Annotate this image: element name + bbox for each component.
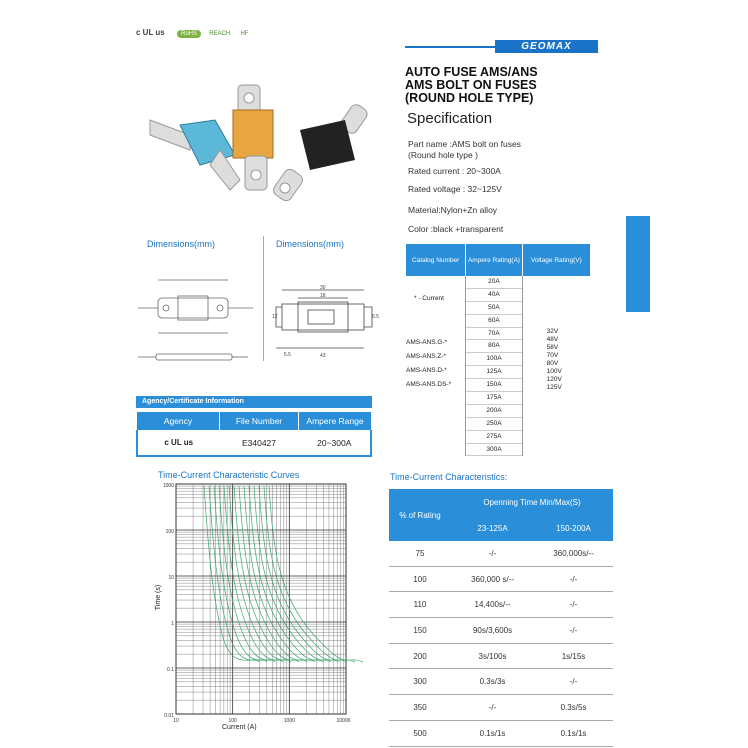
x-tick-label: 100 (228, 718, 237, 724)
x-tick-label: 10 (173, 718, 179, 724)
tc-row (389, 618, 613, 644)
dimension-drawing-left (128, 268, 260, 376)
voltage-rating-header: Voltage Rating(V) (522, 244, 590, 276)
opening-header: Openning Time Min/Max(S) (483, 497, 581, 507)
y-tick-label: 0.01 (164, 713, 174, 719)
svg-text:30: 30 (320, 285, 326, 291)
y-tick-label: 1000 (162, 483, 174, 489)
voltage-rating-list (547, 328, 590, 392)
dimension-drawing-right (272, 282, 382, 362)
tc-row (389, 669, 613, 695)
svg-text:43: 43 (320, 353, 326, 359)
rating-cell: 200 (389, 643, 451, 669)
title-line-1: AUTO FUSE AMS/ANS (405, 65, 538, 79)
catalog-number: AMS-ANS.G-* (406, 339, 448, 346)
ampere-range: 20~300A (299, 430, 372, 456)
product-title (405, 66, 538, 105)
time-cell: 360,000 s/-- (451, 566, 534, 592)
rated-voltage: Rated voltage : 32~125V (408, 184, 502, 194)
time-cell: 0.1s/1s (451, 720, 534, 746)
catalog-number: AMS-ANS.Z-* (406, 353, 447, 360)
svg-text:6.5: 6.5 (372, 314, 379, 320)
rating-cell: 110 (389, 592, 451, 618)
ul-mark: c UL us (137, 430, 220, 456)
reach-badge: REACH (209, 31, 231, 37)
y-tick-label: 10 (168, 575, 174, 581)
agency-table (136, 412, 372, 457)
subheader-150-200: 150-200A (556, 523, 591, 533)
time-cell: 0.3s/3s (451, 669, 534, 695)
ampere-rating: 70A (466, 328, 521, 341)
time-cell: -/- (451, 541, 534, 566)
brand-rule (405, 46, 495, 48)
ampere-range-header: Ampere Range (299, 412, 372, 430)
subheader-23-125: 23-125A (477, 523, 508, 533)
catalog-table (406, 244, 590, 456)
ampere-rating: 60A (466, 315, 521, 328)
specification-heading: Specification (407, 110, 493, 127)
voltage-rating: 100V (546, 368, 562, 375)
black-fuse-illustration (271, 102, 369, 203)
catalog-number-cell (406, 276, 466, 456)
rating-cell: 300 (389, 669, 451, 695)
time-current-curves-chart (162, 483, 351, 724)
title-line-3: (ROUND HOLE TYPE) (405, 91, 534, 105)
voltage-rating-cell (522, 276, 590, 456)
current-label: * - Current (414, 295, 444, 302)
title-line-2: AMS BOLT ON FUSES (405, 78, 537, 92)
time-cell: 360,000s/-- (534, 541, 613, 566)
ampere-rating: 40A (466, 289, 521, 302)
tc-table (389, 489, 613, 747)
y-tick-label: 1 (171, 621, 174, 627)
rating-cell: 500 (389, 720, 451, 746)
ampere-rating: 250A (466, 418, 521, 431)
ampere-rating-list (466, 276, 521, 456)
ampere-rating: 20A (466, 276, 521, 289)
brand-logo: GEOMAX (495, 40, 598, 53)
ampere-rating-cell (466, 276, 522, 456)
curves-ylabel: Time (s) (155, 584, 163, 611)
tc-row (389, 720, 613, 746)
tc-row (389, 566, 613, 592)
y-tick-label: 0.1 (167, 667, 174, 673)
voltage-rating: 80V (546, 360, 559, 367)
file-number: E340427 (241, 437, 277, 448)
rohs-badge: RoHS (177, 30, 201, 38)
blue-fuse-illustration (150, 120, 240, 190)
time-cell: -/- (534, 669, 613, 695)
time-cell: 90s/3,600s (451, 618, 534, 644)
orange-fuse-illustration (233, 85, 273, 190)
time-cell: -/- (534, 592, 613, 618)
voltage-rating: 48V (546, 336, 559, 343)
hf-badge: HF (240, 31, 249, 37)
rating-cell: 350 (389, 695, 451, 721)
ampere-rating-header: Ampere Rating(A) (466, 244, 522, 276)
y-tick-label: 100 (165, 529, 174, 535)
ampere-rating: 125A (466, 366, 521, 379)
tc-title: Time-Current Characteristics: (390, 472, 508, 482)
time-cell: -/- (534, 566, 613, 592)
voltage-rating: 58V (546, 344, 559, 351)
catalog-number: AMS-ANS.DS-* (406, 381, 452, 388)
tc-row (389, 541, 613, 566)
ampere-rating: 175A (466, 392, 521, 405)
x-tick-label: 1000 (283, 718, 295, 724)
tc-row (389, 695, 613, 721)
part-name-type: (Round hole type ) (408, 150, 478, 160)
ampere-rating: 100A (466, 353, 521, 366)
ul-logo: c UL us (136, 28, 165, 37)
voltage-rating: 32V (546, 328, 559, 335)
time-cell: 14,400s/-- (451, 592, 534, 618)
ampere-rating: 275A (466, 431, 521, 444)
material: Material:Nylon+Zn alloy (408, 205, 498, 215)
time-cell: -/- (451, 695, 534, 721)
curves-xlabel: Current (A) (222, 724, 257, 731)
rating-cell: 100 (389, 566, 451, 592)
time-cell: 1s/15s (534, 643, 613, 669)
catalog-number: AMS-ANS.D-* (406, 367, 447, 374)
voltage-rating: 120V (546, 376, 562, 383)
voltage-rating: 70V (546, 352, 559, 359)
svg-text:5.5: 5.5 (284, 352, 291, 358)
time-cell: 3s/100s (451, 643, 534, 669)
rating-cell: 150 (389, 618, 451, 644)
svg-text:12: 12 (272, 314, 278, 320)
ampere-rating: 80A (466, 340, 521, 353)
dimensions-label-left: Dimensions(mm) (147, 239, 216, 249)
file-number-header: File Number (220, 412, 299, 430)
certification-logos (136, 28, 248, 37)
svg-text:18: 18 (320, 293, 326, 299)
voltage-rating: 125V (546, 384, 562, 391)
side-tab (626, 216, 650, 312)
agency-header: Agency (163, 416, 193, 426)
dimensions-label-right: Dimensions(mm) (276, 239, 345, 249)
agency-bar: Agency/Certificate Information (136, 396, 372, 408)
part-name: Part name :AMS bolt on fuses (408, 139, 521, 149)
time-cell: -/- (534, 618, 613, 644)
tc-row (389, 592, 613, 618)
catalog-number-header: Catalog Number (406, 244, 466, 276)
rating-cell: 75 (389, 541, 451, 566)
ampere-rating: 300A (466, 444, 521, 457)
ampere-rating: 200A (466, 405, 521, 418)
rating-header: % of Rating (399, 510, 441, 520)
tc-row (389, 643, 613, 669)
time-cell: 0.1s/1s (534, 720, 613, 746)
rated-current: Rated current : 20~300A (408, 166, 501, 176)
fuse-product-image (140, 80, 380, 210)
ampere-rating: 150A (466, 379, 521, 392)
curves-title: Time-Current Characteristic Curves (158, 470, 300, 480)
ampere-rating: 50A (466, 302, 521, 315)
x-tick-label: 10000 (336, 718, 351, 724)
dimension-divider (263, 236, 264, 361)
color-spec: Color :black +transparent (408, 224, 504, 234)
time-cell: 0.3s/5s (534, 695, 613, 721)
